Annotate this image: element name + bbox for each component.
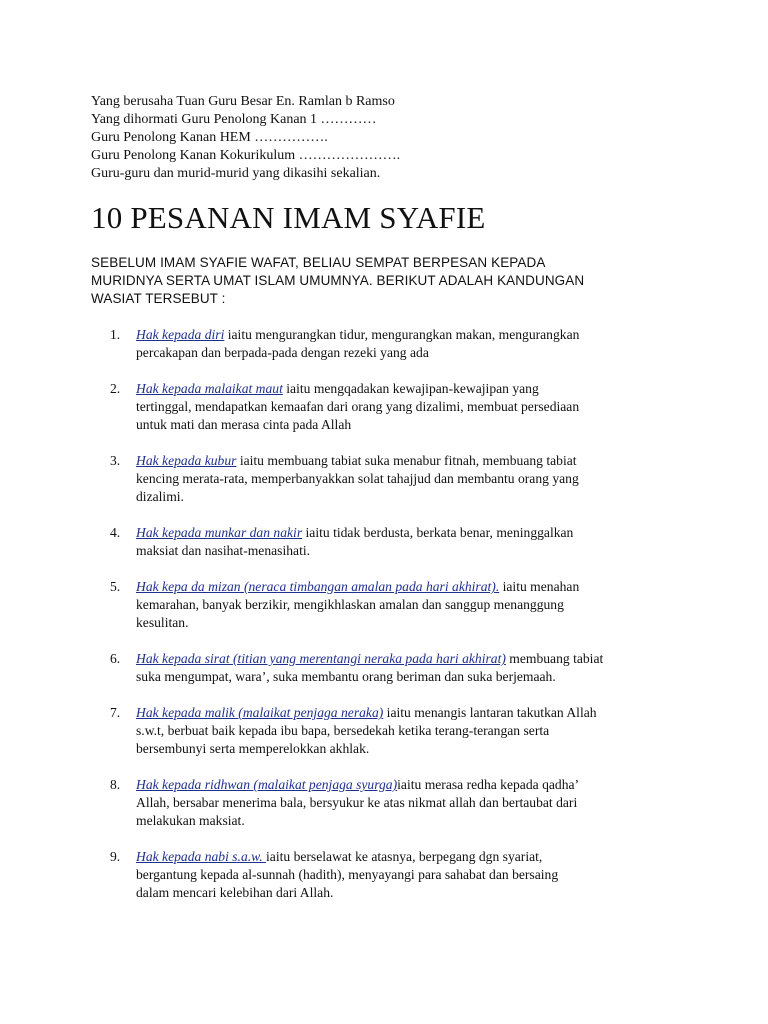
- item-text-line: kesulitan.: [136, 615, 189, 630]
- item-text-line: dizalimi.: [136, 489, 184, 504]
- item-text: iaitu membuang tabiat suka menabur fitnah, membuang tabiat: [236, 453, 577, 468]
- item-text-line: bersembunyi serta memperelokkan akhlak.: [136, 741, 370, 756]
- item-text-line: kemarahan, banyak berzikir, mengikhlaskan amalan dan sanggup menanggung: [136, 597, 564, 612]
- item-text: membuang tabiat: [505, 651, 604, 666]
- item-link[interactable]: Hak kepada malik (malaikat penjaga neraka): [136, 705, 384, 720]
- item-link[interactable]: Hak kepada nabi s.a.w.: [136, 849, 267, 864]
- item-body: [136, 326, 696, 362]
- item-link[interactable]: Hak kepada munkar dan nakir: [136, 525, 303, 540]
- greeting-line: Yang berusaha Tuan Guru Besar En. Ramlan b Ramso: [91, 94, 395, 109]
- item-text-line: dalam mencari kelebihan dari Allah.: [136, 885, 334, 900]
- item-text-line: tertinggal, mendapatkan kemaafan dari orang yang dizalimi, membuat persediaan: [136, 399, 580, 414]
- item-number: 3.: [110, 453, 121, 468]
- item-link[interactable]: Hak kepada sirat (titian yang merentangi neraka pada hari akhirat): [136, 651, 506, 666]
- item-text: iaitu mengqadakan kewajipan-kewajipan yang: [282, 381, 539, 396]
- item-text: iaitu menahan: [499, 579, 580, 594]
- item-body: [136, 578, 696, 632]
- item-link[interactable]: Hak kepada ridhwan (malaikat penjaga syurga): [136, 777, 398, 792]
- item-number: 2.: [110, 381, 121, 396]
- item-text: iaitu mengurangkan tidur, mengurangkan makan, mengurangkan: [224, 327, 580, 342]
- item-body: [136, 848, 696, 902]
- item-text: iaitu berselawat ke atasnya, berpegang dgn syariat,: [266, 849, 543, 864]
- item-text-line: percakapan dan berpada-pada dengan rezeki yang ada: [136, 345, 429, 360]
- item-link[interactable]: Hak kepada malaikat maut: [136, 381, 283, 396]
- item-text-line: maksiat dan nasihat-menasihati.: [136, 543, 311, 558]
- item-body: [136, 704, 696, 758]
- greeting-line: Guru-guru dan murid-murid yang dikasihi sekalian.: [91, 166, 381, 181]
- item-body: [136, 380, 696, 434]
- item-body: [136, 524, 696, 560]
- item-text-line: melakukan maksiat.: [136, 813, 245, 828]
- intro-line: WASIAT TERSEBUT :: [91, 291, 226, 306]
- intro-line: SEBELUM IMAM SYAFIE WAFAT, BELIAU SEMPAT BERPESAN KEPADA: [91, 255, 546, 270]
- item-link[interactable]: Hak kepa da mizan (neraca timbangan amalan pada hari akhirat).: [136, 579, 500, 594]
- item-number: 9.: [110, 849, 121, 864]
- item-number: 8.: [110, 777, 121, 792]
- intro-line: MURIDNYA SERTA UMAT ISLAM UMUMNYA. BERIKUT ADALAH KANDUNGAN: [91, 273, 585, 288]
- greeting-line: Guru Penolong Kanan Kokurikulum ………………….: [91, 148, 401, 163]
- item-number: 4.: [110, 525, 121, 540]
- item-text-line: s.w.t, berbuat baik kepada ibu bapa, bersedekah ketika terang-terangan serta: [136, 723, 550, 738]
- item-body: [136, 776, 696, 830]
- item-text-line: suka mengumpat, wara’, suka membantu orang beriman dan suka berjemaah.: [136, 669, 556, 684]
- intro-paragraph: [91, 254, 691, 308]
- item-text: iaitu tidak berdusta, berkata benar, meninggalkan: [302, 525, 574, 540]
- item-body: [136, 650, 696, 686]
- document-title: 10 PESANAN IMAM SYAFIE: [91, 200, 486, 235]
- item-link[interactable]: Hak kepada diri: [136, 327, 225, 342]
- item-text: iaitu menangis lantaran takutkan Allah: [383, 705, 597, 720]
- item-link[interactable]: Hak kepada kubur: [136, 453, 237, 468]
- item-number: 6.: [110, 651, 121, 666]
- greetings-block: [91, 93, 400, 183]
- item-text-line: Allah, bersabar menerima bala, bersyukur ke atas nikmat allah dan bertaubat dari: [136, 795, 578, 810]
- greeting-line: Guru Penolong Kanan HEM …………….: [91, 130, 328, 145]
- item-text: iaitu merasa redha kepada qadha’: [397, 777, 580, 792]
- item-number: 5.: [110, 579, 121, 594]
- item-number: 1.: [110, 327, 121, 342]
- item-number: 7.: [110, 705, 121, 720]
- item-text-line: untuk mati dan merasa cinta pada Allah: [136, 417, 352, 432]
- greeting-line: Yang dihormati Guru Penolong Kanan 1 …………: [91, 112, 377, 127]
- item-text-line: kencing merata-rata, memperbanyakkan solat tahajjud dan membantu orang yang: [136, 471, 579, 486]
- item-text-line: bergantung kepada al-sunnah (hadith), menyayangi para sahabat dan bersaing: [136, 867, 559, 882]
- item-body: [136, 452, 696, 506]
